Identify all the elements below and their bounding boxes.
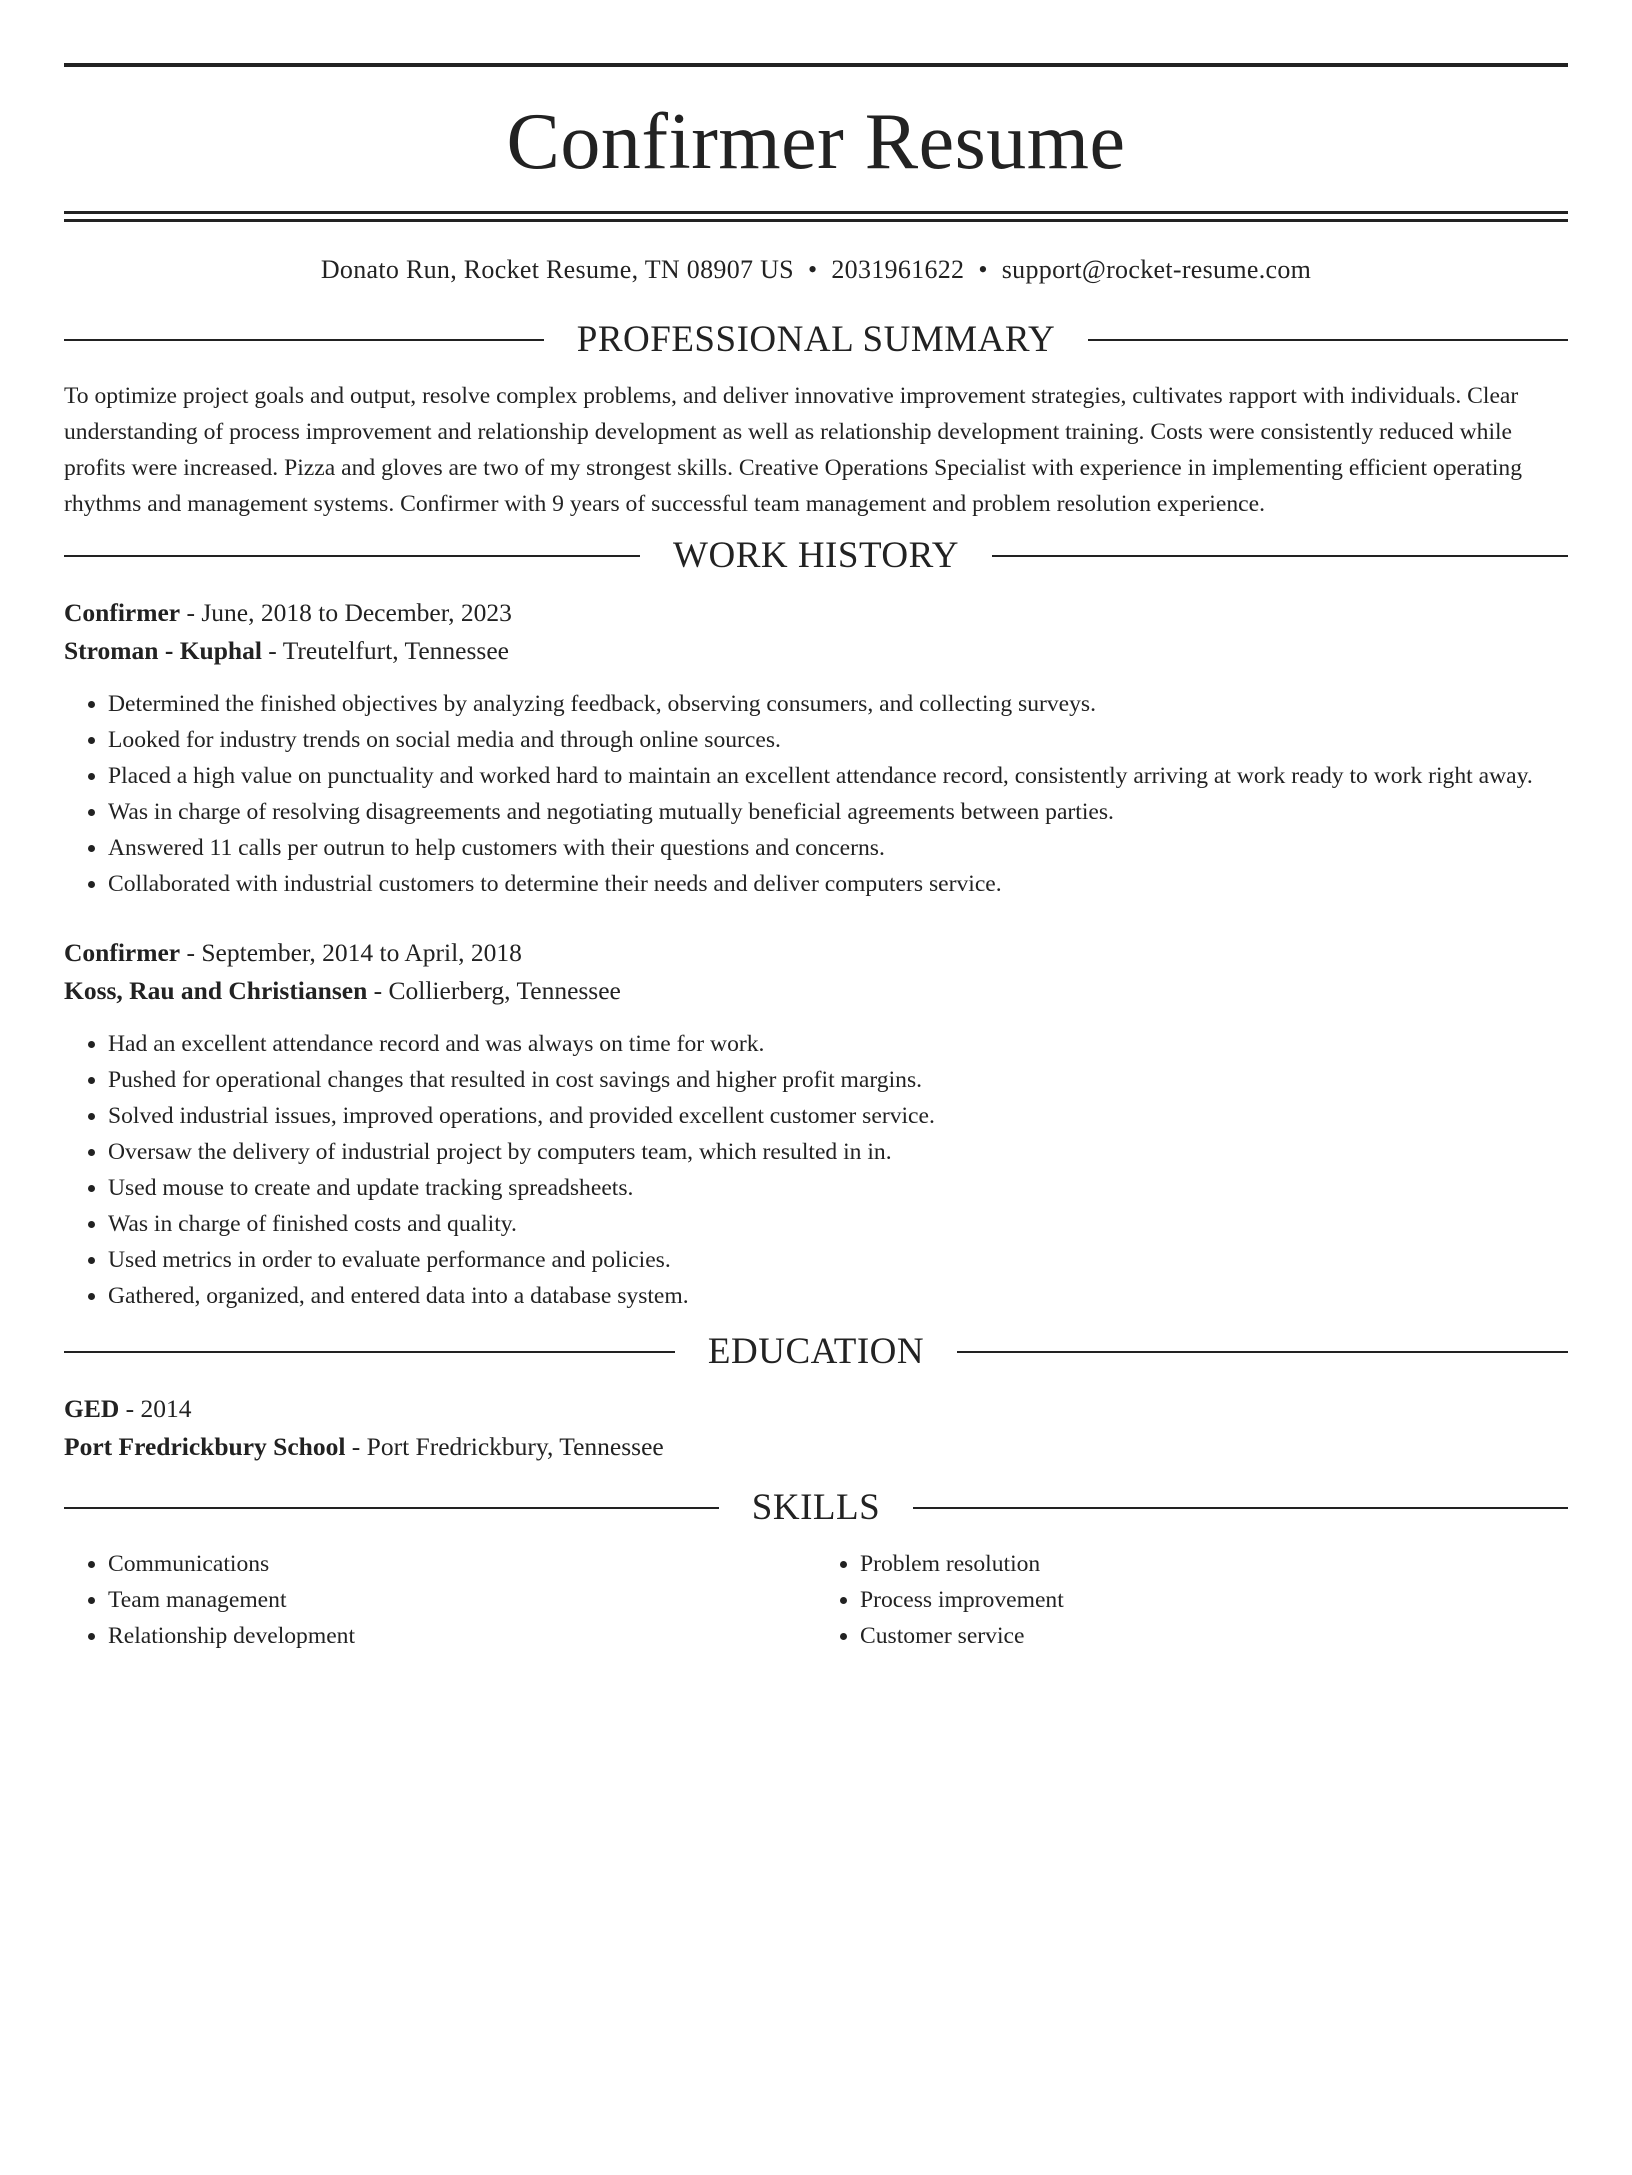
job-title: Confirmer <box>64 938 181 967</box>
job-title: Confirmer <box>64 598 181 627</box>
job-entry <box>64 594 1568 902</box>
title-rule-upper <box>64 211 1568 214</box>
heading-rule-right <box>957 1351 1568 1353</box>
education-heading <box>64 1330 1568 1374</box>
skills-list <box>64 1546 1568 1654</box>
heading-rule-right <box>992 555 1568 557</box>
list-item: • Pushed for operational changes that resulted in cost savings and higher profit margins. <box>108 1062 1568 1098</box>
skills-column-left <box>64 1546 816 1654</box>
summary-heading-label: PROFESSIONAL SUMMARY <box>576 319 1056 360</box>
list-item: • Collaborated with industrial customers to determine their needs and deliver computers service. <box>108 866 1568 902</box>
heading-rule-left <box>64 1507 719 1509</box>
contact-email: support@rocket-resume.com <box>1001 255 1312 284</box>
job-entry <box>64 934 1568 1314</box>
skill-item: • Problem resolution <box>860 1546 1568 1582</box>
heading-rule-left <box>64 555 640 557</box>
contact-separator: • <box>807 255 818 284</box>
degree-line <box>64 1390 1568 1428</box>
school-name: Port Fredrickbury School <box>64 1432 346 1461</box>
list-item: • Looked for industry trends on social media and through online sources. <box>108 722 1568 758</box>
skills-heading-label: SKILLS <box>751 1487 881 1528</box>
education-entry <box>64 1390 1568 1466</box>
contact-separator: • <box>978 255 988 284</box>
job-dates: - June, 2018 to December, 2023 <box>180 598 512 627</box>
list-item: • Used metrics in order to evaluate performance and policies. <box>108 1242 1568 1278</box>
job-company: Stroman - Kuphal <box>64 636 262 665</box>
contact-line <box>64 254 1568 286</box>
resume-title: Confirmer Resume <box>506 98 1126 186</box>
list-item: • Had an excellent attendance record and was always on time for work. <box>108 1026 1568 1062</box>
skill-item: • Customer service <box>860 1618 1568 1654</box>
work-heading <box>64 534 1568 578</box>
resume-page <box>0 63 1632 2175</box>
list-item: • Oversaw the delivery of industrial project by computers team, which resulted in in. <box>108 1134 1568 1170</box>
skills-column-right <box>816 1546 1568 1654</box>
list-item: • Gathered, organized, and entered data into a database system. <box>108 1278 1568 1314</box>
skills-heading <box>64 1486 1568 1530</box>
heading-rule-left <box>64 339 544 341</box>
skill-item: • Relationship development <box>108 1618 816 1654</box>
skill-item: • Communications <box>108 1546 816 1582</box>
job-duties <box>64 1026 1568 1314</box>
work-heading-label: WORK HISTORY <box>673 535 959 576</box>
summary-text: To optimize project goals and output, resolve complex problems, and deliver innovative improvement strategies, cultivates rapport with individuals. Clear understanding of process improvement and relationship development as well as relationship development training. Costs were consistently reduced while profits were increased. Pizza and gloves are two of my strongest skills. Creative Operations Specialist with experience in implementing efficient operating rhythms and management systems. Confirmer with 9 years of successful team management and problem resolution experience. <box>64 383 1523 517</box>
school-location: - Port Fredrickbury, Tennessee <box>345 1432 664 1461</box>
job-title-line <box>64 934 1568 972</box>
job-dates: - September, 2014 to April, 2018 <box>180 938 522 967</box>
list-item: • Used mouse to create and update tracking spreadsheets. <box>108 1170 1568 1206</box>
list-item: • Placed a high value on punctuality and worked hard to maintain an excellent attendance record, consistently arriving at work ready to work right away. <box>108 758 1568 794</box>
job-title-line <box>64 594 1568 632</box>
list-item: • Answered 11 calls per outrun to help customers with their questions and concerns. <box>108 830 1568 866</box>
heading-rule-right <box>1088 339 1568 341</box>
top-rule <box>64 63 1568 67</box>
contact-phone: 2031961622 <box>831 255 965 284</box>
skill-item: • Team management <box>108 1582 816 1618</box>
list-item: • Determined the finished objectives by analyzing feedback, observing consumers, and collecting surveys. <box>108 686 1568 722</box>
job-company-line <box>64 632 1568 670</box>
school-line <box>64 1428 1568 1466</box>
title-rule-lower <box>64 219 1568 222</box>
degree: GED <box>64 1394 120 1423</box>
job-company-line <box>64 972 1568 1010</box>
heading-rule-right <box>913 1507 1568 1509</box>
job-location: - Collierberg, Tennessee <box>367 976 621 1005</box>
skill-item: • Process improvement <box>860 1582 1568 1618</box>
contact-address: Donato Run, Rocket Resume, TN 08907 US <box>320 255 794 284</box>
job-company: Koss, Rau and Christiansen <box>64 976 368 1005</box>
degree-year: - 2014 <box>119 1394 192 1423</box>
job-location: - Treutelfurt, Tennessee <box>261 636 509 665</box>
summary-heading <box>64 318 1568 362</box>
heading-rule-left <box>64 1351 675 1353</box>
list-item: • Was in charge of resolving disagreements and negotiating mutually beneficial agreements between parties. <box>108 794 1568 830</box>
job-duties <box>64 686 1568 902</box>
list-item: • Was in charge of finished costs and quality. <box>108 1206 1568 1242</box>
education-heading-label: EDUCATION <box>707 1331 925 1372</box>
list-item: • Solved industrial issues, improved operations, and provided excellent customer service. <box>108 1098 1568 1134</box>
